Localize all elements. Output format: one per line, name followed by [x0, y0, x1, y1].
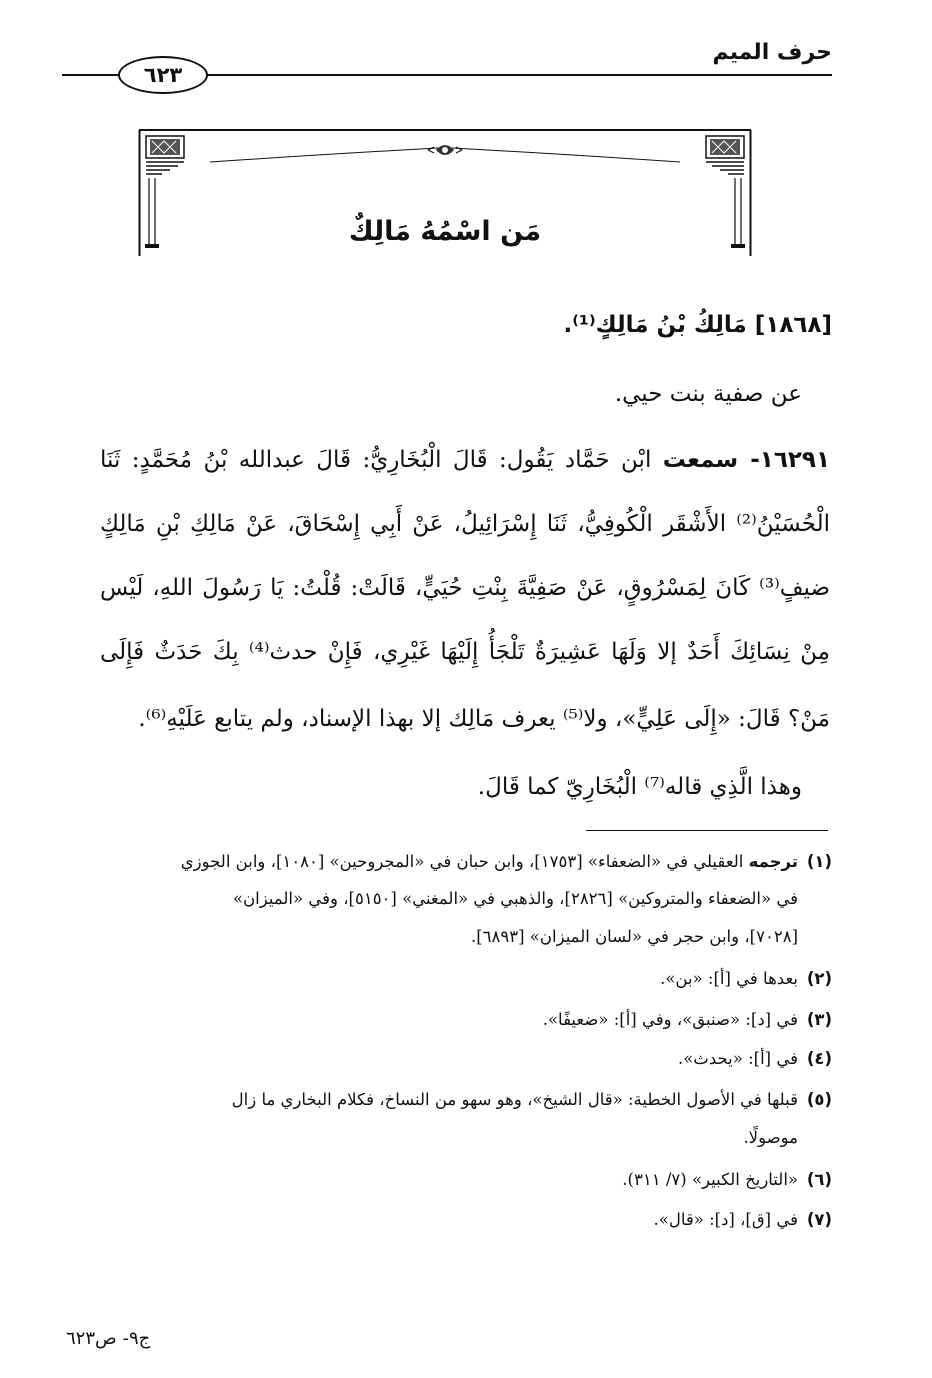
footnote-number: (٧): [806, 1210, 832, 1229]
hadith-line-5: مَنْ؟ قَالَ: «إِلَى عَلِيٍّ»، ولا⁽⁵⁾ يعرف مَالِك إلا بهذا الإسناد، ولم يتابع عَلَيْهِ⁽⁶⁾.: [138, 706, 830, 732]
footnote-keyword: ترجمه: [748, 852, 798, 871]
hadith-closing: وهذا الَّذِي قاله⁽⁷⁾ الْبُخَارِيّ كما قَالَ.: [477, 774, 802, 800]
footnote-1: [181, 852, 832, 871]
footnote-number: (١): [806, 852, 832, 871]
footnote-number: (٤): [806, 1049, 832, 1068]
footnote-number: (٢): [806, 969, 832, 988]
footnote-7: [654, 1210, 833, 1229]
footnote-2: [660, 969, 832, 988]
footnote-text: «التاريخ الكبير» (٧/ ٣١١).: [622, 1170, 798, 1189]
footnote-5: [232, 1090, 832, 1109]
entry-heading: [١٨٦٨] مَالِكُ بْنُ مَالِكٍ⁽¹⁾.: [563, 312, 832, 338]
footnote-1-line-3: [٧٠٢٨]، وابن حجر في «لسان الميزان» [٦٨٩٣].: [470, 927, 798, 946]
footnote-text: في [ق]، [د]: «قال».: [653, 1210, 798, 1229]
footnote-4: [678, 1049, 832, 1068]
footnote-text: قبلها في الأصول الخطية: «قال الشيخ»، وهو سهو من النساخ، فكلام البخاري ما زال: [231, 1090, 798, 1109]
hadith-line-1: [100, 447, 830, 473]
hadith-line-4: مِنْ نِسَائِكَ أَحَدٌ إلا وَلَهَا عَشِيرَةٌ تَلْجَأُ إِلَيْهَا غَيْرِي، فَإِنْ حدث⁽⁴⁾ بِكَ حَدَثٌ فَإِلَى: [100, 639, 831, 665]
footnote-3: [543, 1010, 832, 1029]
hadith-line-3: ضيفٍ⁽³⁾ كَانَ لِمَسْرُوقٍ، عَنْ صَفِيَّةَ بِنْتِ حُيَيٍّ، قَالَتْ: قُلْتُ: يَا رَسُولَ اللهِ، لَيْس: [100, 575, 830, 601]
footnote-6: [622, 1170, 832, 1189]
footnote-text: بعدها في [أ]: «بن».: [660, 969, 798, 988]
footnote-text: في [د]: «صنبق»، وفي [أ]: «ضعيفًا».: [542, 1010, 798, 1029]
footnote-1-line-2: في «الضعفاء والمتروكين» [٢٨٢٦]، والذهبي في «المغني» [٥١٥٠]، وفي «الميزان»: [232, 889, 798, 908]
chapter-title: مَن اسْمُهُ مَالِكٌ: [348, 216, 542, 247]
footnote-5-line-2: موصولًا.: [743, 1128, 798, 1147]
page-number: ٦٢٣: [143, 62, 183, 87]
footnote-number: (٥): [806, 1090, 832, 1109]
running-title: حرف الميم: [712, 40, 832, 65]
page-reference: ج٩- ص٦٢٣: [66, 1328, 151, 1349]
footnote-number: (٣): [806, 1010, 832, 1029]
hadith-text: ابْن حَمَّاد يَقُول: قَالَ الْبُخَارِيُّ: قَالَ عبدالله بْنُ مُحَمَّدٍ: ثَنَا: [100, 447, 663, 473]
hadith-keyword: سمعت: [662, 447, 739, 473]
footnote-number: (٦): [806, 1170, 832, 1189]
page-number-oval: [118, 56, 208, 94]
footnote-rule: [586, 830, 828, 831]
chapter-frame: [138, 128, 752, 256]
entry-subtitle: عن صفية بنت حيي.: [614, 381, 802, 407]
hadith-line-2: الْحُسَيْنُ⁽²⁾ الأَشْقَر الْكُوفِيُّ، ثَنَا إِسْرَائِيلُ، عَنْ أَبِي إِسْحَاقَ، عَنْ مَالِكِ بْنِ مَالِكٍ: [100, 511, 830, 537]
footnote-text: في [أ]: «يحدث».: [677, 1049, 798, 1068]
hadith-number: ١٦٢٩١-: [738, 447, 830, 473]
footnote-text: العقيلي في «الضعفاء» [١٧٥٣]، وابن حبان في «المجروحين» [١٠٨٠]، وابن الجوزي: [180, 852, 749, 871]
